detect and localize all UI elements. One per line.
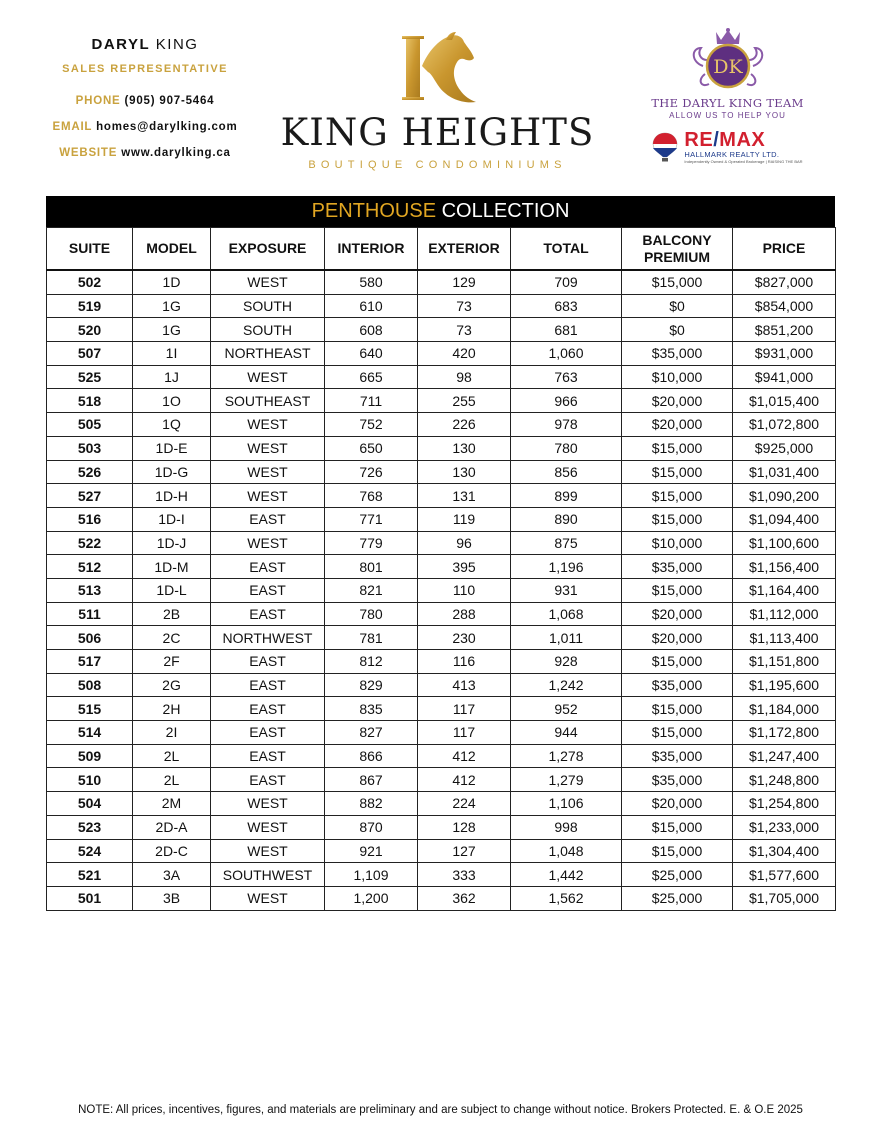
cell-interior: 771 [325,507,418,531]
cell-total: 1,011 [511,626,622,650]
column-header-exterior: EXTERIOR [418,228,511,271]
cell-balcony-premium: $15,000 [622,507,733,531]
email-label: EMAIL [52,121,93,133]
phone-label: PHONE [75,95,121,107]
cell-total: 998 [511,815,622,839]
table-row [47,531,836,555]
cell-exterior: 413 [418,673,511,697]
cell-model: 1G [133,294,211,318]
cell-suite: 526 [47,460,133,484]
cell-exterior: 288 [418,602,511,626]
cell-interior: 711 [325,389,418,413]
cell-balcony-premium: $0 [622,318,733,342]
cell-suite: 501 [47,886,133,910]
cell-model: 1D-I [133,507,211,531]
cell-balcony-premium: $20,000 [622,626,733,650]
cell-suite: 524 [47,839,133,863]
cell-total: 899 [511,484,622,508]
cell-model: 1Q [133,413,211,437]
cell-exposure: WEST [211,436,325,460]
remax-logo [640,130,815,164]
cell-exposure: EAST [211,555,325,579]
website-link[interactable]: www.darylking.ca [121,147,231,159]
cell-exterior: 224 [418,792,511,816]
table-row [47,721,836,745]
remax-brokerage: HALLMARK REALTY LTD. [684,150,780,159]
remax-fine-print: Independently Owned & Operated Brokerage | RAISING THE BAR [684,159,803,164]
cell-total: 1,196 [511,555,622,579]
cell-balcony-premium: $35,000 [622,555,733,579]
agent-last-name: KING [155,36,199,53]
cell-total: 875 [511,531,622,555]
cell-model: 2G [133,673,211,697]
table-row [47,792,836,816]
cell-balcony-premium: $35,000 [622,744,733,768]
cell-exposure: WEST [211,460,325,484]
cell-exterior: 130 [418,460,511,484]
brand-subtitle: BOUTIQUE CONDOMINIUMS [308,159,567,171]
cell-interior: 726 [325,460,418,484]
team-monogram: DK [712,56,743,78]
column-header-price: PRICE [733,228,836,271]
table-row [47,768,836,792]
cell-suite: 510 [47,768,133,792]
cell-balcony-premium: $20,000 [622,792,733,816]
cell-price: $1,233,000 [733,815,836,839]
table-row [47,839,836,863]
cell-total: 1,106 [511,792,622,816]
cell-interior: 665 [325,365,418,389]
cell-balcony-premium: $15,000 [622,270,733,294]
disclaimer-note: NOTE: All prices, incentives, figures, and materials are preliminary and are subject to change without notice. Brokers Protected. E. & O.E 2025 [78,1104,803,1116]
cell-price: $925,000 [733,436,836,460]
remax-wordmark-slash: / [713,129,720,151]
cell-interior: 867 [325,768,418,792]
column-header-total: TOTAL [511,228,622,271]
cell-exposure: EAST [211,507,325,531]
cell-suite: 519 [47,294,133,318]
table-row [47,697,836,721]
cell-price: $941,000 [733,365,836,389]
penthouse-price-table [46,196,835,911]
cell-exposure: WEST [211,886,325,910]
cell-exposure: SOUTHWEST [211,863,325,887]
cell-model: 1J [133,365,211,389]
horse-head-k-logo-icon [398,30,478,105]
cell-model: 2F [133,650,211,674]
cell-model: 1D-G [133,460,211,484]
cell-total: 978 [511,413,622,437]
table-row [47,602,836,626]
cell-model: 2M [133,792,211,816]
cell-balcony-premium: $15,000 [622,697,733,721]
cell-price: $1,090,200 [733,484,836,508]
agent-first-name: DARYL [91,36,151,53]
cell-suite: 521 [47,863,133,887]
cell-price: $1,156,400 [733,555,836,579]
cell-suite: 512 [47,555,133,579]
cell-suite: 518 [47,389,133,413]
cell-total: 952 [511,697,622,721]
cell-exposure: WEST [211,270,325,294]
cell-exterior: 128 [418,815,511,839]
table-row [47,484,836,508]
cell-price: $1,072,800 [733,413,836,437]
cell-interior: 1,200 [325,886,418,910]
cell-suite: 505 [47,413,133,437]
cell-price: $1,112,000 [733,602,836,626]
cell-price: $1,254,800 [733,792,836,816]
cell-price: $931,000 [733,342,836,366]
cell-balcony-premium: $20,000 [622,413,733,437]
cell-exterior: 226 [418,413,511,437]
cell-model: 2L [133,768,211,792]
cell-exposure: NORTHEAST [211,342,325,366]
cell-suite: 527 [47,484,133,508]
cell-balcony-premium: $15,000 [622,650,733,674]
cell-interior: 821 [325,578,418,602]
cell-total: 1,278 [511,744,622,768]
cell-balcony-premium: $15,000 [622,721,733,745]
cell-interior: 870 [325,815,418,839]
crown-crest-icon [683,26,773,94]
cell-model: 2I [133,721,211,745]
cell-balcony-premium: $0 [622,294,733,318]
cell-total: 709 [511,270,622,294]
cell-price: $1,113,400 [733,626,836,650]
cell-suite: 523 [47,815,133,839]
cell-price: $1,195,600 [733,673,836,697]
cell-total: 683 [511,294,622,318]
cell-model: 1D-J [133,531,211,555]
team-block [640,26,815,164]
cell-suite: 504 [47,792,133,816]
cell-exterior: 116 [418,650,511,674]
cell-exposure: EAST [211,697,325,721]
cell-model: 1D-M [133,555,211,579]
cell-total: 856 [511,460,622,484]
cell-total: 890 [511,507,622,531]
cell-price: $1,248,800 [733,768,836,792]
cell-model: 2D-A [133,815,211,839]
cell-exterior: 98 [418,365,511,389]
cell-exterior: 73 [418,318,511,342]
cell-total: 944 [511,721,622,745]
team-name: THE DARYL KING TEAM [651,96,804,110]
cell-interior: 650 [325,436,418,460]
cell-balcony-premium: $15,000 [622,484,733,508]
cell-exterior: 412 [418,768,511,792]
cell-exposure: EAST [211,673,325,697]
table-row [47,294,836,318]
cell-balcony-premium: $25,000 [622,886,733,910]
cell-exposure: EAST [211,744,325,768]
column-header-suite: SUITE [47,228,133,271]
table-row [47,318,836,342]
cell-interior: 827 [325,721,418,745]
hot-air-balloon-icon [652,132,678,162]
cell-exposure: WEST [211,365,325,389]
cell-interior: 752 [325,413,418,437]
column-header-exposure: EXPOSURE [211,228,325,271]
cell-balcony-premium: $15,000 [622,460,733,484]
cell-total: 928 [511,650,622,674]
cell-total: 1,279 [511,768,622,792]
cell-suite: 515 [47,697,133,721]
collection-title-rest: COLLECTION [441,200,570,222]
table-row [47,413,836,437]
cell-balcony-premium: $20,000 [622,602,733,626]
team-tagline: ALLOW US TO HELP YOU [669,111,786,120]
cell-interior: 829 [325,673,418,697]
cell-price: $854,000 [733,294,836,318]
cell-model: 3B [133,886,211,910]
table-row [47,555,836,579]
cell-interior: 882 [325,792,418,816]
cell-suite: 503 [47,436,133,460]
cell-balcony-premium: $20,000 [622,389,733,413]
cell-model: 1D-E [133,436,211,460]
cell-total: 681 [511,318,622,342]
cell-balcony-premium: $35,000 [622,342,733,366]
cell-exposure: SOUTH [211,294,325,318]
cell-exposure: WEST [211,484,325,508]
cell-balcony-premium: $35,000 [622,673,733,697]
cell-exposure: WEST [211,815,325,839]
cell-exposure: WEST [211,839,325,863]
table-row [47,650,836,674]
website-label: WEBSITE [59,147,118,159]
cell-total: 780 [511,436,622,460]
cell-interior: 801 [325,555,418,579]
cell-total: 763 [511,365,622,389]
cell-exposure: EAST [211,578,325,602]
remax-wordmark-right: MAX [719,129,766,151]
table-row [47,744,836,768]
cell-balcony-premium: $35,000 [622,768,733,792]
table-body [47,270,836,910]
cell-exterior: 110 [418,578,511,602]
cell-suite: 513 [47,578,133,602]
table-row [47,342,836,366]
website-row [40,147,250,159]
cell-balcony-premium: $10,000 [622,365,733,389]
agent-title: SALES REPRESENTATIVE [62,63,228,75]
cell-total: 931 [511,578,622,602]
cell-suite: 507 [47,342,133,366]
cell-interior: 835 [325,697,418,721]
table-row [47,863,836,887]
cell-price: $1,031,400 [733,460,836,484]
cell-exposure: NORTHWEST [211,626,325,650]
cell-price: $1,164,400 [733,578,836,602]
cell-exterior: 230 [418,626,511,650]
cell-balcony-premium: $10,000 [622,531,733,555]
brand-block [280,30,595,171]
cell-price: $1,100,600 [733,531,836,555]
cell-exterior: 412 [418,744,511,768]
cell-exposure: EAST [211,602,325,626]
phone-number[interactable]: (905) 907-5464 [124,95,215,107]
cell-total: 1,562 [511,886,622,910]
cell-balcony-premium: $25,000 [622,863,733,887]
cell-exterior: 333 [418,863,511,887]
cell-interior: 768 [325,484,418,508]
cell-model: 3A [133,863,211,887]
cell-balcony-premium: $15,000 [622,815,733,839]
cell-interior: 780 [325,602,418,626]
cell-exposure: EAST [211,768,325,792]
cell-total: 1,242 [511,673,622,697]
agent-name [40,36,250,53]
agent-contact-block [40,36,250,173]
cell-price: $1,705,000 [733,886,836,910]
cell-total: 1,048 [511,839,622,863]
price-table [46,227,836,911]
cell-model: 1G [133,318,211,342]
cell-price: $1,015,400 [733,389,836,413]
cell-exposure: SOUTHEAST [211,389,325,413]
cell-suite: 502 [47,270,133,294]
cell-interior: 1,109 [325,863,418,887]
email-row [40,121,250,133]
cell-price: $1,172,800 [733,721,836,745]
remax-wordmark-left: RE [684,129,714,151]
cell-model: 2C [133,626,211,650]
collection-title-accent: PENTHOUSE [311,200,437,222]
table-header [47,228,836,271]
cell-exterior: 130 [418,436,511,460]
cell-exposure: SOUTH [211,318,325,342]
cell-interior: 608 [325,318,418,342]
cell-suite: 516 [47,507,133,531]
cell-model: 1O [133,389,211,413]
cell-interior: 921 [325,839,418,863]
cell-price: $1,151,800 [733,650,836,674]
cell-suite: 525 [47,365,133,389]
cell-exterior: 117 [418,697,511,721]
cell-price: $1,247,400 [733,744,836,768]
cell-exterior: 255 [418,389,511,413]
column-header-balcony-premium: BALCONY PREMIUM [622,228,733,271]
cell-exterior: 131 [418,484,511,508]
cell-interior: 812 [325,650,418,674]
cell-exposure: WEST [211,413,325,437]
table-row [47,507,836,531]
cell-model: 1I [133,342,211,366]
table-row [47,626,836,650]
column-header-model: MODEL [133,228,211,271]
table-row [47,886,836,910]
table-row [47,673,836,697]
cell-price: $1,304,400 [733,839,836,863]
table-row [47,578,836,602]
header-row [47,228,836,271]
cell-price: $827,000 [733,270,836,294]
cell-interior: 610 [325,294,418,318]
cell-exposure: WEST [211,792,325,816]
cell-total: 1,442 [511,863,622,887]
collection-title [46,196,835,227]
cell-model: 2D-C [133,839,211,863]
table-row [47,460,836,484]
table-row [47,389,836,413]
table-row [47,365,836,389]
cell-balcony-premium: $15,000 [622,578,733,602]
cell-model: 2B [133,602,211,626]
cell-interior: 779 [325,531,418,555]
cell-exterior: 96 [418,531,511,555]
cell-price: $1,577,600 [733,863,836,887]
cell-exterior: 395 [418,555,511,579]
cell-suite: 511 [47,602,133,626]
cell-total: 966 [511,389,622,413]
table-row [47,270,836,294]
column-header-interior: INTERIOR [325,228,418,271]
cell-suite: 520 [47,318,133,342]
cell-exterior: 117 [418,721,511,745]
cell-price: $1,184,000 [733,697,836,721]
cell-balcony-premium: $15,000 [622,839,733,863]
cell-suite: 508 [47,673,133,697]
cell-suite: 506 [47,626,133,650]
cell-suite: 514 [47,721,133,745]
cell-model: 1D-L [133,578,211,602]
cell-model: 2H [133,697,211,721]
cell-total: 1,060 [511,342,622,366]
cell-interior: 640 [325,342,418,366]
cell-balcony-premium: $15,000 [622,436,733,460]
phone-row [40,95,250,107]
cell-exterior: 73 [418,294,511,318]
cell-interior: 580 [325,270,418,294]
cell-exposure: EAST [211,721,325,745]
cell-suite: 522 [47,531,133,555]
cell-exterior: 129 [418,270,511,294]
cell-exterior: 119 [418,507,511,531]
cell-interior: 866 [325,744,418,768]
table-row [47,815,836,839]
cell-suite: 509 [47,744,133,768]
cell-interior: 781 [325,626,418,650]
cell-price: $1,094,400 [733,507,836,531]
cell-price: $851,200 [733,318,836,342]
cell-exposure: EAST [211,650,325,674]
cell-model: 2L [133,744,211,768]
cell-suite: 517 [47,650,133,674]
table-row [47,436,836,460]
cell-exterior: 362 [418,886,511,910]
email-link[interactable]: homes@darylking.com [96,121,238,133]
cell-model: 1D-H [133,484,211,508]
cell-exposure: WEST [211,531,325,555]
cell-model: 1D [133,270,211,294]
cell-exterior: 420 [418,342,511,366]
cell-exterior: 127 [418,839,511,863]
cell-total: 1,068 [511,602,622,626]
brand-name: KING HEIGHTS [280,111,595,154]
